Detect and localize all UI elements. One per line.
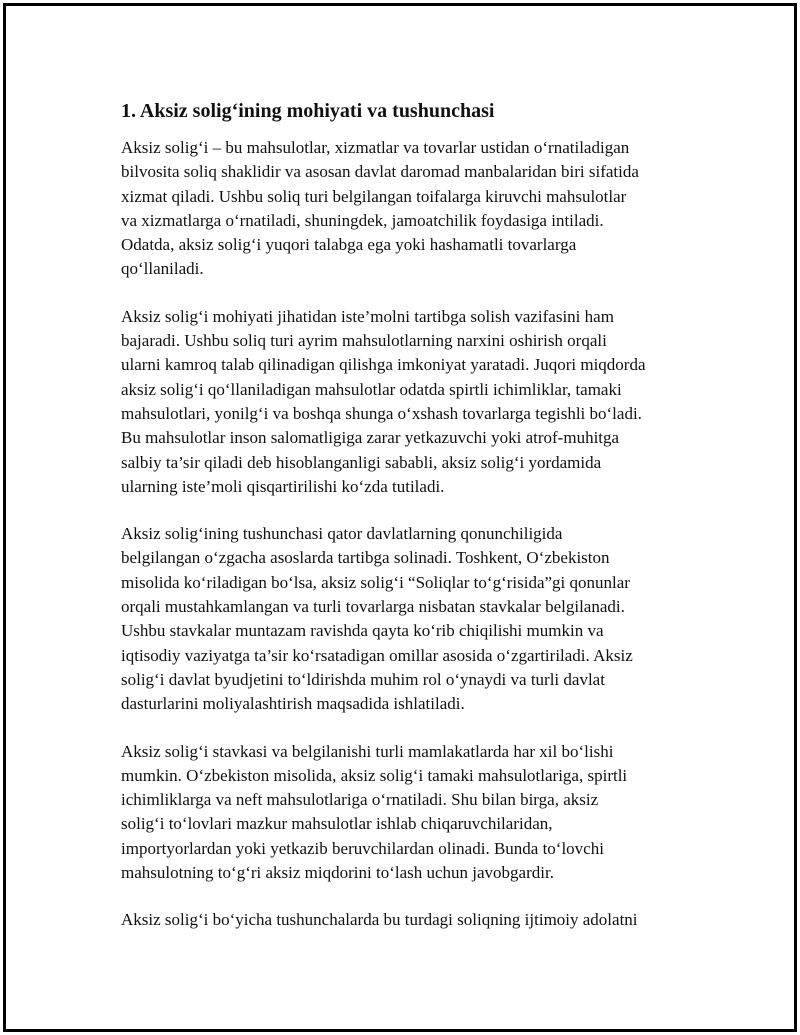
text-line: mumkin. O‘zbekiston misolida, aksiz solig‘i tamaki mahsulotlariga, spirtli <box>121 765 628 785</box>
text-line: mahsulotlari, yonilg‘i va boshqa shunga o‘xshash tovarlarga tegishli bo‘ladi. <box>121 403 642 423</box>
text-line: bajaradi. Ushbu soliq turi ayrim mahsulotlarning narxini oshirish orqali <box>121 331 607 351</box>
section-heading: 1. Aksiz solig‘ining mohiyati va tushunchasi <box>121 100 495 122</box>
text-line: salbiy ta’sir qiladi deb hisoblanganligi sababli, aksiz solig‘i yordamida <box>121 452 602 472</box>
text-line: misolida ko‘riladigan bo‘lsa, aksiz solig‘i “Soliqlar to‘g‘risida”gi qonunlar <box>121 572 630 592</box>
text-line: Aksiz solig‘i – bu mahsulotlar, xizmatlar va tovarlar ustidan o‘rnatiladigan <box>121 138 630 157</box>
text-line: Odatda, aksiz solig‘i yuqori talabga ega yoki hashamatli tovarlarga <box>121 235 577 255</box>
paragraph-4 <box>121 740 706 886</box>
document-body <box>121 98 706 956</box>
paragraph-2 <box>121 305 706 499</box>
text-line: mahsulotning to‘g‘ri aksiz miqdorini to‘lash uchun javobgardir. <box>121 863 554 883</box>
text-line: xizmat qiladi. Ushbu soliq turi belgilangan toifalarga kiruvchi mahsulotlar <box>121 186 627 206</box>
paragraph-1 <box>121 136 706 282</box>
page-frame <box>3 3 797 1032</box>
text-line: bilvosita soliq shaklidir va asosan davlat daromad manbalaridan biri sifatida <box>121 162 639 182</box>
text-line: qo‘llaniladi. <box>121 259 204 279</box>
text-line: Aksiz solig‘i mohiyati jihatidan iste’molni tartibga solish vazifasini ham <box>121 306 614 326</box>
text-line: va xizmatlarga o‘rnatiladi, shuningdek, jamoatchilik foydasiga intiladi. <box>121 210 604 230</box>
paragraph-5 <box>121 908 706 932</box>
text-line: ularning iste’moli qisqartirilishi ko‘zda tutiladi. <box>121 476 445 496</box>
text-line: iqtisodiy vaziyatga ta’sir ko‘rsatadigan omillar asosida o‘zgartiriladi. Aksiz <box>121 645 633 665</box>
text-line: Aksiz solig‘i bo‘yicha tushunchalarda bu turdagi soliqning ijtimoiy adolatni <box>121 910 638 930</box>
paragraph-3 <box>121 522 706 716</box>
text-line: orqali mustahkamlangan va turli tovarlarga nisbatan stavkalar belgilanadi. <box>121 597 625 617</box>
text-line: Aksiz solig‘i stavkasi va belgilanishi turli mamlakatlarda har xil bo‘lishi <box>121 741 614 761</box>
text-line: Ushbu stavkalar muntazam ravishda qayta ko‘rib chiqilishi mumkin va <box>121 621 604 641</box>
text-line: solig‘i to‘lovlari mazkur mahsulotlar ishlab chiqaruvchilaridan, <box>121 814 553 834</box>
text-line: solig‘i davlat byudjetini to‘ldirishda muhim rol o‘ynaydi va turli davlat <box>121 669 605 689</box>
text-line: Aksiz solig‘ining tushunchasi qator davlatlarning qonunchiligida <box>121 524 563 544</box>
text-line: dasturlarini moliyalashtirish maqsadida ishlatiladi. <box>121 694 465 714</box>
text-line: belgilangan o‘zgacha asoslarda tartibga solinadi. Toshkent, O‘zbekiston <box>121 548 610 568</box>
text-line: aksiz solig‘i qo‘llaniladigan mahsulotlar odatda spirtli ichimliklar, tamaki <box>121 379 622 399</box>
text-line: importyorlardan yoki yetkazib beruvchilardan olinadi. Bunda to‘lovchi <box>121 838 604 858</box>
text-line: Bu mahsulotlar inson salomatligiga zarar yetkazuvchi yoki atrof-muhitga <box>121 428 620 448</box>
text-line: ichimliklarga va neft mahsulotlariga o‘rnatiladi. Shu bilan birga, aksiz <box>121 790 599 810</box>
text-line: ularni kamroq talab qilinadigan qilishga imkoniyat yaratadi. Juqori miqdorda <box>121 355 646 375</box>
